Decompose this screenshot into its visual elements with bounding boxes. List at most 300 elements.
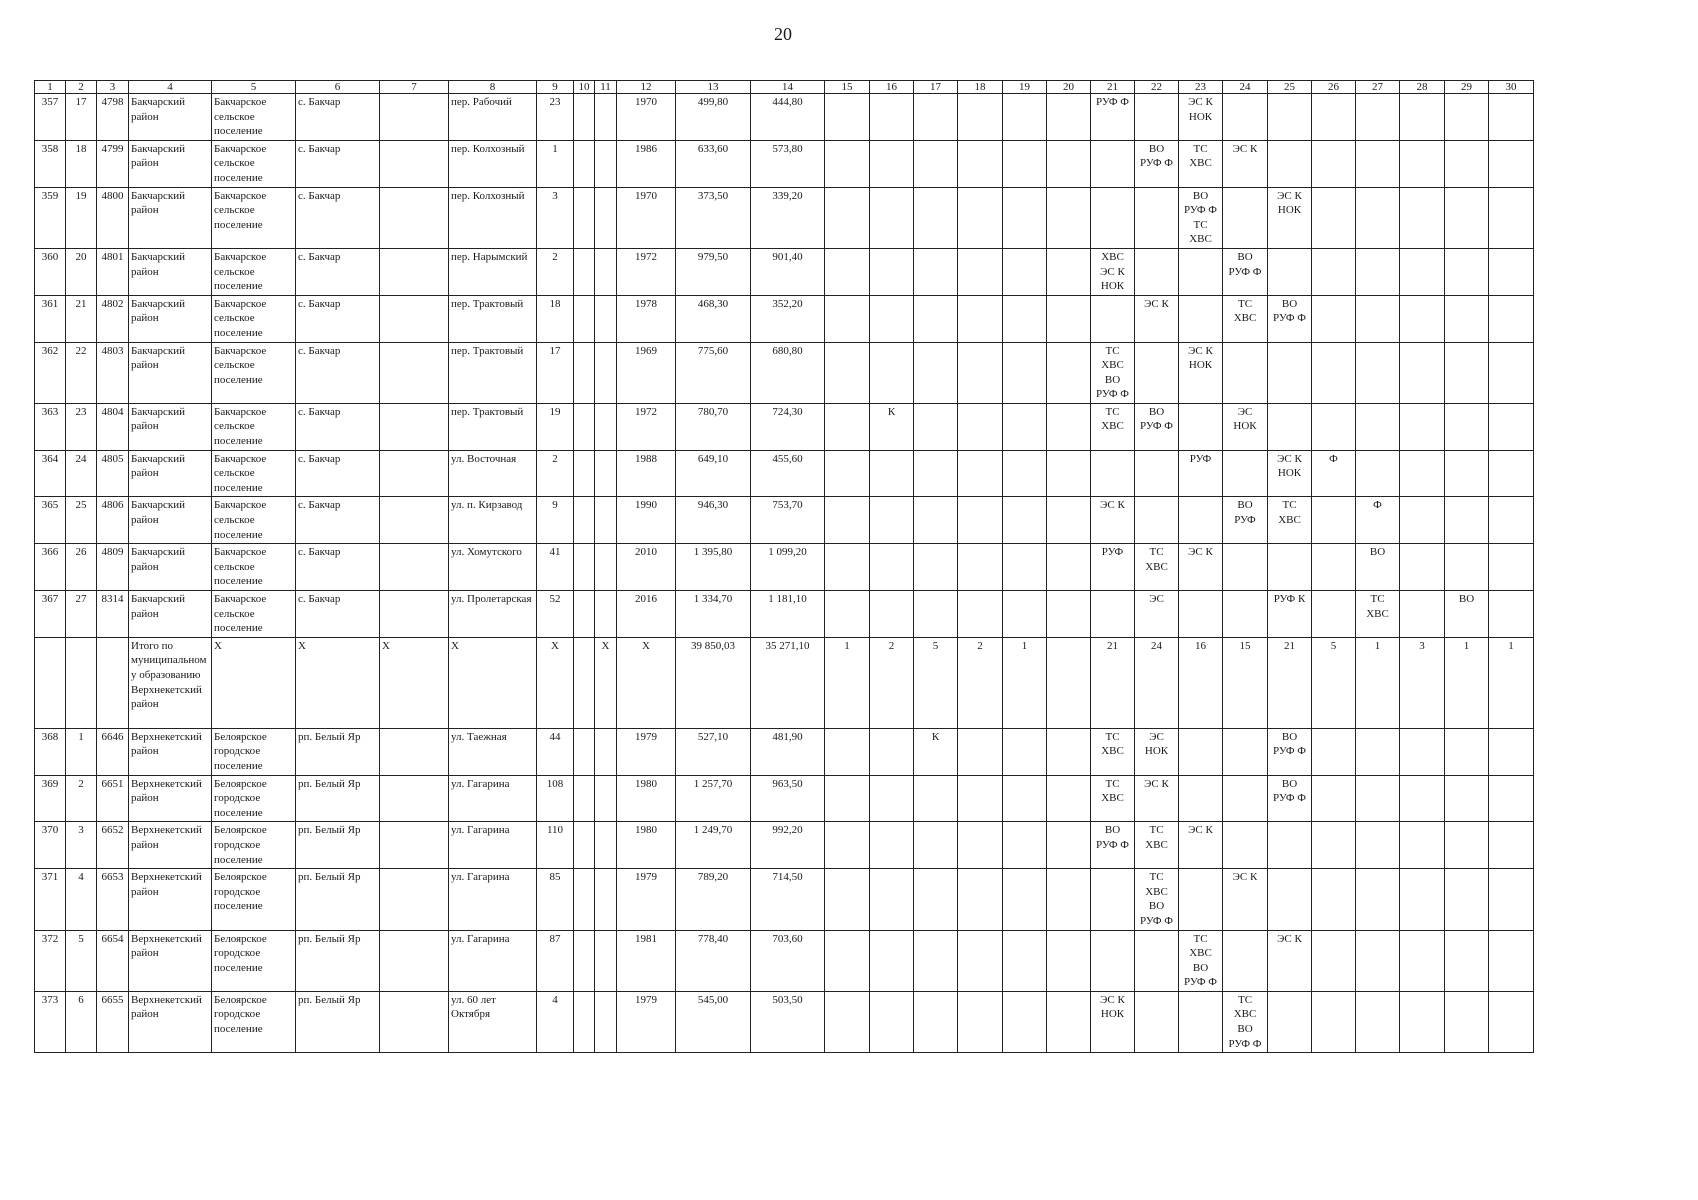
- table-cell: [1047, 991, 1091, 1052]
- table-cell: [1091, 187, 1135, 248]
- table-cell: 545,00: [676, 991, 751, 1052]
- table-cell: [870, 544, 914, 591]
- table-cell: [1445, 822, 1489, 869]
- table-cell: [958, 775, 1003, 822]
- table-cell: [595, 822, 617, 869]
- table-cell: ул. Восточная: [449, 450, 537, 497]
- table-cell: [914, 248, 958, 295]
- table-cell: [825, 94, 870, 141]
- table-cell: [1223, 930, 1268, 991]
- table-cell: ВО РУФ Ф: [1135, 140, 1179, 187]
- table-cell: [1179, 775, 1223, 822]
- table-cell: [1400, 403, 1445, 450]
- table-cell: [958, 991, 1003, 1052]
- table-cell: 481,90: [751, 728, 825, 775]
- table-cell: 359: [35, 187, 66, 248]
- table-cell: 1 257,70: [676, 775, 751, 822]
- table-cell: 5: [914, 637, 958, 728]
- table-cell: [1047, 775, 1091, 822]
- table-cell: [574, 869, 595, 930]
- table-cell: с. Бакчар: [296, 94, 380, 141]
- table-cell: [1489, 403, 1534, 450]
- table-cell: [595, 187, 617, 248]
- table-cell: ул. Гагарина: [449, 930, 537, 991]
- column-header: 28: [1400, 81, 1445, 94]
- column-header: 6: [296, 81, 380, 94]
- table-cell: Белоярское городское поселение: [212, 728, 296, 775]
- table-cell: [1003, 869, 1047, 930]
- table-cell: [825, 248, 870, 295]
- table-cell: 4: [537, 991, 574, 1052]
- table-cell: ЭС К НОК: [1091, 991, 1135, 1052]
- table-cell: [1047, 248, 1091, 295]
- column-header: 26: [1312, 81, 1356, 94]
- table-cell: с. Бакчар: [296, 187, 380, 248]
- table-cell: 21: [66, 295, 97, 342]
- table-cell: рп. Белый Яр: [296, 775, 380, 822]
- table-cell: [1312, 728, 1356, 775]
- table-cell: [380, 94, 449, 141]
- table-cell: [1179, 591, 1223, 638]
- table-cell: ТС ХВС: [1135, 544, 1179, 591]
- table-cell: ТС ХВС ВО РУФ Ф: [1091, 342, 1135, 403]
- table-cell: [380, 775, 449, 822]
- table-cell: Бакчарский район: [129, 94, 212, 141]
- table-cell: Бакчарское сельское поселение: [212, 295, 296, 342]
- table-cell: [574, 591, 595, 638]
- column-header: 17: [914, 81, 958, 94]
- table-cell: ТС ХВС: [1091, 775, 1135, 822]
- table-cell: [870, 248, 914, 295]
- table-cell: [1135, 497, 1179, 544]
- table-row: [35, 403, 1534, 450]
- table-cell: [1179, 497, 1223, 544]
- table-cell: ЭС К: [1179, 544, 1223, 591]
- table-cell: пер. Трактовый: [449, 342, 537, 403]
- table-cell: [914, 930, 958, 991]
- table-cell: [1135, 930, 1179, 991]
- table-cell: [1268, 248, 1312, 295]
- table-cell: 25: [66, 497, 97, 544]
- table-cell: [595, 497, 617, 544]
- table-cell: Бакчарский район: [129, 591, 212, 638]
- table-cell: [1489, 497, 1534, 544]
- table-cell: 1978: [617, 295, 676, 342]
- table-cell: 633,60: [676, 140, 751, 187]
- table-cell: [574, 991, 595, 1052]
- table-cell: 339,20: [751, 187, 825, 248]
- table-cell: [1135, 450, 1179, 497]
- table-cell: 1980: [617, 775, 676, 822]
- table-cell: [825, 544, 870, 591]
- table-cell: [1312, 822, 1356, 869]
- table-cell: [1179, 403, 1223, 450]
- table-cell: [1400, 497, 1445, 544]
- table-cell: 780,70: [676, 403, 751, 450]
- table-cell: [1268, 544, 1312, 591]
- table-cell: [574, 403, 595, 450]
- table-cell: [1489, 869, 1534, 930]
- table-cell: 649,10: [676, 450, 751, 497]
- table-cell: 703,60: [751, 930, 825, 991]
- table-cell: Бакчарский район: [129, 342, 212, 403]
- table-cell: [958, 403, 1003, 450]
- table-cell: 1981: [617, 930, 676, 991]
- table-cell: ВО: [1356, 544, 1400, 591]
- table-cell: 35 271,10: [751, 637, 825, 728]
- table-row: [35, 822, 1534, 869]
- table-cell: [1445, 775, 1489, 822]
- table-cell: [870, 342, 914, 403]
- table-cell: ул. Хомутского: [449, 544, 537, 591]
- table-cell: [1268, 869, 1312, 930]
- table-cell: [1400, 248, 1445, 295]
- table-cell: Бакчарский район: [129, 544, 212, 591]
- table-row: [35, 930, 1534, 991]
- table-cell: 365: [35, 497, 66, 544]
- table-cell: [914, 544, 958, 591]
- table-cell: 1 181,10: [751, 591, 825, 638]
- table-cell: [870, 991, 914, 1052]
- table-cell: ТС ХВС ВО РУФ Ф: [1135, 869, 1179, 930]
- table-cell: [1003, 591, 1047, 638]
- table-cell: 2: [870, 637, 914, 728]
- table-cell: [1312, 94, 1356, 141]
- column-header: 2: [66, 81, 97, 94]
- table-cell: [1312, 403, 1356, 450]
- table-cell: [1003, 342, 1047, 403]
- table-cell: [1179, 248, 1223, 295]
- table-cell: с. Бакчар: [296, 403, 380, 450]
- table-cell: [380, 450, 449, 497]
- table-cell: [1356, 822, 1400, 869]
- table-cell: [914, 450, 958, 497]
- table-cell: [1400, 94, 1445, 141]
- table-cell: [1047, 403, 1091, 450]
- table-cell: ЭС К: [1091, 497, 1135, 544]
- table-cell: Бакчарский район: [129, 187, 212, 248]
- table-cell: 499,80: [676, 94, 751, 141]
- table-cell: Х: [380, 637, 449, 728]
- table-cell: [1312, 991, 1356, 1052]
- table-cell: Бакчарское сельское поселение: [212, 94, 296, 141]
- table-cell: ЭС К НОК: [1179, 342, 1223, 403]
- table-cell: [1312, 140, 1356, 187]
- table-cell: Белоярское городское поселение: [212, 991, 296, 1052]
- table-cell: [1312, 248, 1356, 295]
- table-cell: ТС ХВС: [1356, 591, 1400, 638]
- table-cell: Х: [449, 637, 537, 728]
- table-cell: [1489, 295, 1534, 342]
- table-cell: [1400, 930, 1445, 991]
- table-header: [35, 81, 1534, 94]
- page-number: 20: [774, 24, 792, 44]
- column-header: 23: [1179, 81, 1223, 94]
- table-cell: [574, 544, 595, 591]
- table-cell: с. Бакчар: [296, 248, 380, 295]
- table-cell: [1135, 342, 1179, 403]
- table-cell: рп. Белый Яр: [296, 728, 380, 775]
- table-cell: ВО РУФ Ф: [1268, 295, 1312, 342]
- table-cell: 2: [537, 450, 574, 497]
- column-header: 25: [1268, 81, 1312, 94]
- column-header: 18: [958, 81, 1003, 94]
- column-header: 20: [1047, 81, 1091, 94]
- table-cell: [825, 591, 870, 638]
- column-header: 1: [35, 81, 66, 94]
- table-cell: [380, 544, 449, 591]
- table-cell: ТС ХВС ВО РУФ Ф: [1179, 930, 1223, 991]
- table-cell: [574, 342, 595, 403]
- table-cell: Бакчарское сельское поселение: [212, 497, 296, 544]
- table-cell: 2: [66, 775, 97, 822]
- table-cell: 1990: [617, 497, 676, 544]
- table-cell: [914, 822, 958, 869]
- table-cell: [1047, 544, 1091, 591]
- table-cell: [914, 591, 958, 638]
- table-cell: 1979: [617, 991, 676, 1052]
- table-cell: [914, 991, 958, 1052]
- table-cell: 6646: [97, 728, 129, 775]
- table-cell: [1400, 140, 1445, 187]
- table-cell: Бакчарское сельское поселение: [212, 591, 296, 638]
- table-cell: [870, 869, 914, 930]
- table-cell: ВО РУФ Ф: [1268, 775, 1312, 822]
- table-cell: [1489, 342, 1534, 403]
- table-cell: 361: [35, 295, 66, 342]
- table-cell: 1: [1489, 637, 1534, 728]
- table-cell: 1970: [617, 187, 676, 248]
- table-cell: [595, 94, 617, 141]
- table-cell: [1445, 342, 1489, 403]
- table-cell: 2: [537, 248, 574, 295]
- table-cell: с. Бакчар: [296, 140, 380, 187]
- table-cell: 4: [66, 869, 97, 930]
- table-cell: 946,30: [676, 497, 751, 544]
- table-cell: [825, 403, 870, 450]
- table-cell: [574, 775, 595, 822]
- table-cell: ЭС К: [1135, 295, 1179, 342]
- table-cell: [1312, 775, 1356, 822]
- table-cell: [825, 497, 870, 544]
- table-cell: 19: [66, 187, 97, 248]
- table-cell: [1268, 403, 1312, 450]
- table-cell: [914, 187, 958, 248]
- table-cell: [914, 497, 958, 544]
- table-cell: пер. Рабочий: [449, 94, 537, 141]
- table-cell: [595, 869, 617, 930]
- table-cell: 1980: [617, 822, 676, 869]
- table-cell: с. Бакчар: [296, 342, 380, 403]
- table-cell: [1445, 544, 1489, 591]
- table-cell: 3: [1400, 637, 1445, 728]
- table-cell: [574, 930, 595, 991]
- header-row: [35, 81, 1534, 94]
- table-cell: Бакчарский район: [129, 497, 212, 544]
- table-cell: [1135, 991, 1179, 1052]
- table-cell: 16: [1179, 637, 1223, 728]
- table-cell: [1268, 991, 1312, 1052]
- table-cell: [1356, 295, 1400, 342]
- table-cell: РУФ: [1091, 544, 1135, 591]
- table-cell: [1356, 728, 1400, 775]
- table-row: [35, 991, 1534, 1052]
- table-cell: 6652: [97, 822, 129, 869]
- table-cell: [1400, 869, 1445, 930]
- table-cell: [870, 187, 914, 248]
- table-row: [35, 637, 1534, 728]
- table-cell: [1091, 930, 1135, 991]
- table-cell: Ф: [1356, 497, 1400, 544]
- table-cell: [1400, 775, 1445, 822]
- table-cell: [1445, 497, 1489, 544]
- table-cell: [1223, 94, 1268, 141]
- table-cell: 22: [66, 342, 97, 403]
- table-cell: [825, 822, 870, 869]
- table-cell: [1003, 187, 1047, 248]
- table-cell: 6654: [97, 930, 129, 991]
- table-cell: 1979: [617, 728, 676, 775]
- table-cell: [825, 869, 870, 930]
- table-cell: 18: [66, 140, 97, 187]
- table-cell: ЭС НОК: [1223, 403, 1268, 450]
- table-cell: Верхнекетский район: [129, 869, 212, 930]
- table-cell: 357: [35, 94, 66, 141]
- column-header: 9: [537, 81, 574, 94]
- table-cell: [1489, 187, 1534, 248]
- table-cell: [380, 591, 449, 638]
- table-cell: 753,70: [751, 497, 825, 544]
- table-cell: [574, 450, 595, 497]
- table-cell: [595, 544, 617, 591]
- table-cell: [914, 775, 958, 822]
- table-cell: [380, 497, 449, 544]
- table-cell: [958, 869, 1003, 930]
- column-header: 11: [595, 81, 617, 94]
- table-cell: 17: [66, 94, 97, 141]
- table-cell: 21: [1091, 637, 1135, 728]
- table-cell: 358: [35, 140, 66, 187]
- table-cell: [1312, 869, 1356, 930]
- table-cell: 444,80: [751, 94, 825, 141]
- table-cell: с. Бакчар: [296, 497, 380, 544]
- table-cell: Бакчарское сельское поселение: [212, 544, 296, 591]
- table-cell: [1047, 342, 1091, 403]
- table-cell: [1400, 450, 1445, 497]
- table-cell: ЭС К: [1179, 822, 1223, 869]
- table-cell: [380, 822, 449, 869]
- table-cell: [1356, 991, 1400, 1052]
- table-cell: [1047, 728, 1091, 775]
- table-cell: 24: [1135, 637, 1179, 728]
- table-cell: [870, 930, 914, 991]
- table-cell: 367: [35, 591, 66, 638]
- table-cell: [1091, 869, 1135, 930]
- table-cell: [1312, 295, 1356, 342]
- table-cell: ул. Пролетарская: [449, 591, 537, 638]
- table-cell: Белоярское городское поселение: [212, 775, 296, 822]
- table-cell: [1003, 822, 1047, 869]
- table-cell: Верхнекетский район: [129, 822, 212, 869]
- table-row: [35, 295, 1534, 342]
- table-cell: [595, 930, 617, 991]
- table-cell: [1312, 497, 1356, 544]
- column-header: 15: [825, 81, 870, 94]
- table-cell: [1445, 187, 1489, 248]
- table-cell: ЭС К: [1268, 930, 1312, 991]
- table-cell: [574, 728, 595, 775]
- table-row: [35, 869, 1534, 930]
- table-cell: 4806: [97, 497, 129, 544]
- table-cell: [1489, 591, 1534, 638]
- table-cell: 5: [66, 930, 97, 991]
- table-cell: [1400, 295, 1445, 342]
- table-cell: ЭС К НОК: [1179, 94, 1223, 141]
- table-cell: [595, 591, 617, 638]
- table-cell: ул. Гагарина: [449, 775, 537, 822]
- table-cell: [1356, 342, 1400, 403]
- table-cell: Бакчарское сельское поселение: [212, 342, 296, 403]
- column-header: 30: [1489, 81, 1534, 94]
- table-cell: [870, 497, 914, 544]
- table-cell: [1312, 591, 1356, 638]
- table-cell: ЭС К: [1223, 140, 1268, 187]
- table-cell: [1445, 295, 1489, 342]
- table-cell: Ф: [1312, 450, 1356, 497]
- table-cell: 4800: [97, 187, 129, 248]
- table-cell: [1312, 342, 1356, 403]
- table-cell: Бакчарское сельское поселение: [212, 403, 296, 450]
- column-header: 5: [212, 81, 296, 94]
- table-cell: [1312, 544, 1356, 591]
- table-cell: 4809: [97, 544, 129, 591]
- table-cell: [1356, 869, 1400, 930]
- table-cell: 1988: [617, 450, 676, 497]
- table-cell: 724,30: [751, 403, 825, 450]
- table-cell: [825, 991, 870, 1052]
- table-cell: 17: [537, 342, 574, 403]
- table-row: [35, 450, 1534, 497]
- table-cell: [825, 342, 870, 403]
- table-row: [35, 544, 1534, 591]
- table-cell: [574, 637, 595, 728]
- table-cell: 18: [537, 295, 574, 342]
- table-row: [35, 728, 1534, 775]
- table-cell: ВО РУФ Ф: [1091, 822, 1135, 869]
- column-header: 21: [1091, 81, 1135, 94]
- table-cell: 23: [66, 403, 97, 450]
- table-cell: [1268, 94, 1312, 141]
- table-cell: 1970: [617, 94, 676, 141]
- table-cell: ТС ХВС: [1135, 822, 1179, 869]
- table-cell: ЭС: [1135, 591, 1179, 638]
- table-cell: [1445, 450, 1489, 497]
- table-cell: 44: [537, 728, 574, 775]
- table-cell: [1223, 544, 1268, 591]
- table-cell: Бакчарский район: [129, 140, 212, 187]
- table-cell: [1445, 991, 1489, 1052]
- table-cell: 573,80: [751, 140, 825, 187]
- column-header: 27: [1356, 81, 1400, 94]
- table-cell: [380, 991, 449, 1052]
- table-cell: ЭС К: [1135, 775, 1179, 822]
- table-cell: Бакчарское сельское поселение: [212, 450, 296, 497]
- table-cell: Верхнекетский район: [129, 991, 212, 1052]
- table-cell: 1 334,70: [676, 591, 751, 638]
- table-cell: [1489, 140, 1534, 187]
- table-cell: [595, 450, 617, 497]
- table-cell: [1047, 450, 1091, 497]
